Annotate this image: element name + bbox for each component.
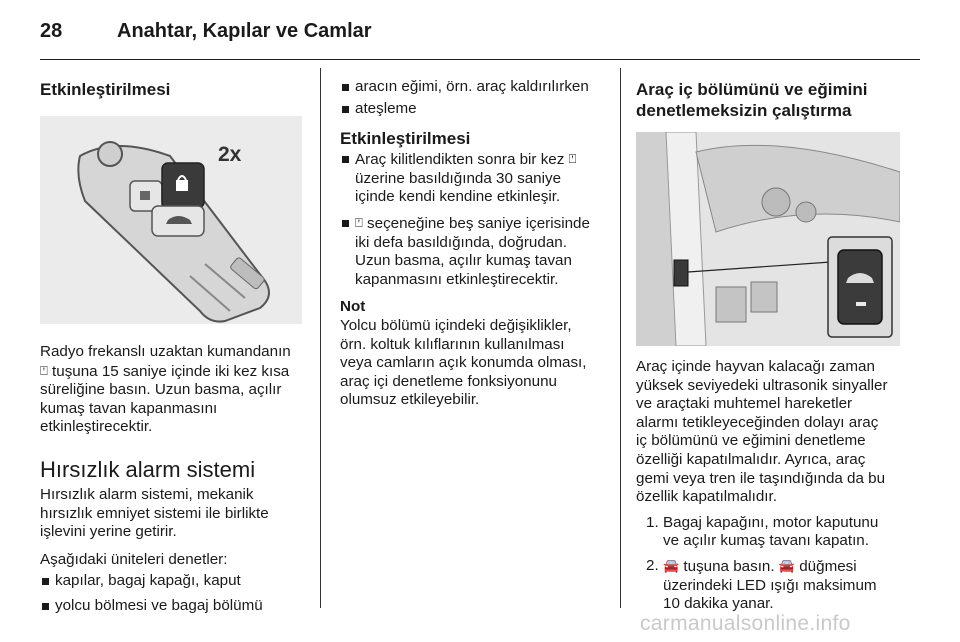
text-line: yüksek seviyedeki ultrasonik sinyaller (636, 376, 888, 394)
bullet-item: aracın eğimi, örn. araç kaldırılırken (340, 78, 608, 97)
text-line: özellik kapatılmalıdır. (636, 488, 777, 506)
lock-key-icon: ⍞ (568, 151, 577, 167)
text-line: iç bölümünü ve eğimini denetleme (636, 432, 866, 450)
text-line: Araç içinde hayvan kalacağı zaman (636, 358, 875, 375)
text-line: örn. koltuk kılıflarının kullanılması (340, 335, 565, 353)
key-fob-illustration (40, 116, 302, 324)
car-interior-icon: 🚘 (778, 557, 796, 573)
interior-paragraph (636, 358, 906, 507)
text-line: Hırsızlık alarm sistemi, mekanik (40, 485, 254, 503)
interior-illustration (636, 132, 900, 346)
text-line: Uzun basma, açılır kumaş tavan (355, 252, 572, 270)
text-line: hırsızlık emniyet sistemi ile birlikte (40, 504, 269, 522)
column-divider (620, 68, 621, 608)
lock-key-icon: ⍞ (40, 362, 48, 378)
remote-instructions (40, 343, 308, 437)
text-line: özelliği kapatılmalıdır. Ayrıca, araç (636, 450, 866, 468)
bullet-item: yolcu bölmesi ve bagaj bölümü (40, 597, 308, 616)
interior-figure (636, 132, 900, 346)
text-line: olumsuz etkileyebilir. (340, 391, 480, 409)
page-number: 28 (40, 20, 63, 42)
text-line: Bagaj kapağını, motor kaputunu (663, 513, 879, 531)
text-line: kumaş tavan kapanmasını (40, 399, 218, 417)
column-middle (340, 72, 608, 410)
key-fob-figure (40, 116, 302, 324)
lock-key-icon: ⍞ (355, 214, 363, 230)
monitors-label: Aşağıdaki üniteleri denetler: (40, 550, 228, 568)
heading-line: Araç iç bölümünü ve eğimini (636, 80, 868, 99)
bullet-item (340, 150, 608, 207)
bullet-item: kapılar, bagaj kapağı, kaput (40, 572, 308, 591)
bullet-item (340, 214, 608, 289)
press-twice-label: 2x (218, 143, 242, 166)
step-item (636, 514, 906, 551)
note-text (340, 317, 608, 410)
text-line: araç içi denetleme fonksiyonunu (340, 372, 557, 390)
text-line: üzerine basıldığında 30 saniye (355, 169, 562, 187)
step-number: 2. (646, 556, 659, 574)
heading-line: denetlemeksizin çalıştırma (636, 101, 852, 120)
activation-heading: Etkinleştirilmesi (340, 129, 471, 149)
text-line: ve açılır kumaş tavanı kapatın. (663, 532, 869, 550)
column-left (40, 72, 308, 616)
column-divider (320, 68, 321, 608)
page-header (40, 14, 920, 52)
text-line: seçeneğine beş saniye içerisinde (362, 214, 590, 232)
alarm-section-title: Hırsızlık alarm sistemi (40, 456, 256, 482)
step-item (636, 557, 906, 614)
text-line: gemi veya tren ile taşındığında da bu (636, 469, 886, 487)
activation-heading: Etkinleştirilmesi (40, 80, 171, 99)
text-line: tuşuna 15 saniye içinde iki kez kısa (47, 362, 290, 380)
text-line: Radyo frekanslı uzaktan kumandanın (40, 343, 291, 360)
bullet-item: ateşleme (340, 100, 608, 119)
note-title: Not (340, 298, 366, 316)
text-line: içinde kendi kendine etkinleşir. (355, 188, 561, 206)
text-line: Araç kilitlendikten sonra bir kez (355, 151, 569, 169)
text-line: 10 dakika yanar. (663, 595, 774, 613)
page-title: Anahtar, Kapılar ve Camlar (117, 20, 372, 42)
car-interior-icon: 🚘 (663, 557, 680, 573)
text-line: Yolcu bölümü içindeki değişiklikler, (340, 316, 572, 334)
text-line: iki defa basıldığında, doğrudan. (355, 233, 567, 251)
watermark: carmanualsonline.info (640, 612, 851, 635)
text-line: tuşuna basın. (679, 557, 779, 575)
text-line: işlevini yerine getirir. (40, 523, 177, 541)
section-heading (636, 79, 906, 121)
text-line: veya camların açık konumda olması, (340, 354, 587, 372)
text-line: süreliğine basın. Uzun basma, açılır (40, 381, 282, 399)
text-line: kapanmasını etkinleştirecektir. (355, 270, 559, 288)
column-right (636, 72, 906, 614)
text-line: üzerindeki LED ışığı maksimum (663, 576, 877, 594)
step-number: 1. (646, 513, 659, 531)
text-line: etkinleştirecektir. (40, 418, 153, 436)
alarm-intro (40, 486, 308, 542)
text-line: düğmesi (795, 557, 857, 575)
text-line: ve araçtaki muhtemel hareketler (636, 395, 853, 413)
text-line: alarmı tetikleyeceğinden dolayı araç (636, 413, 879, 431)
header-divider (40, 59, 920, 60)
